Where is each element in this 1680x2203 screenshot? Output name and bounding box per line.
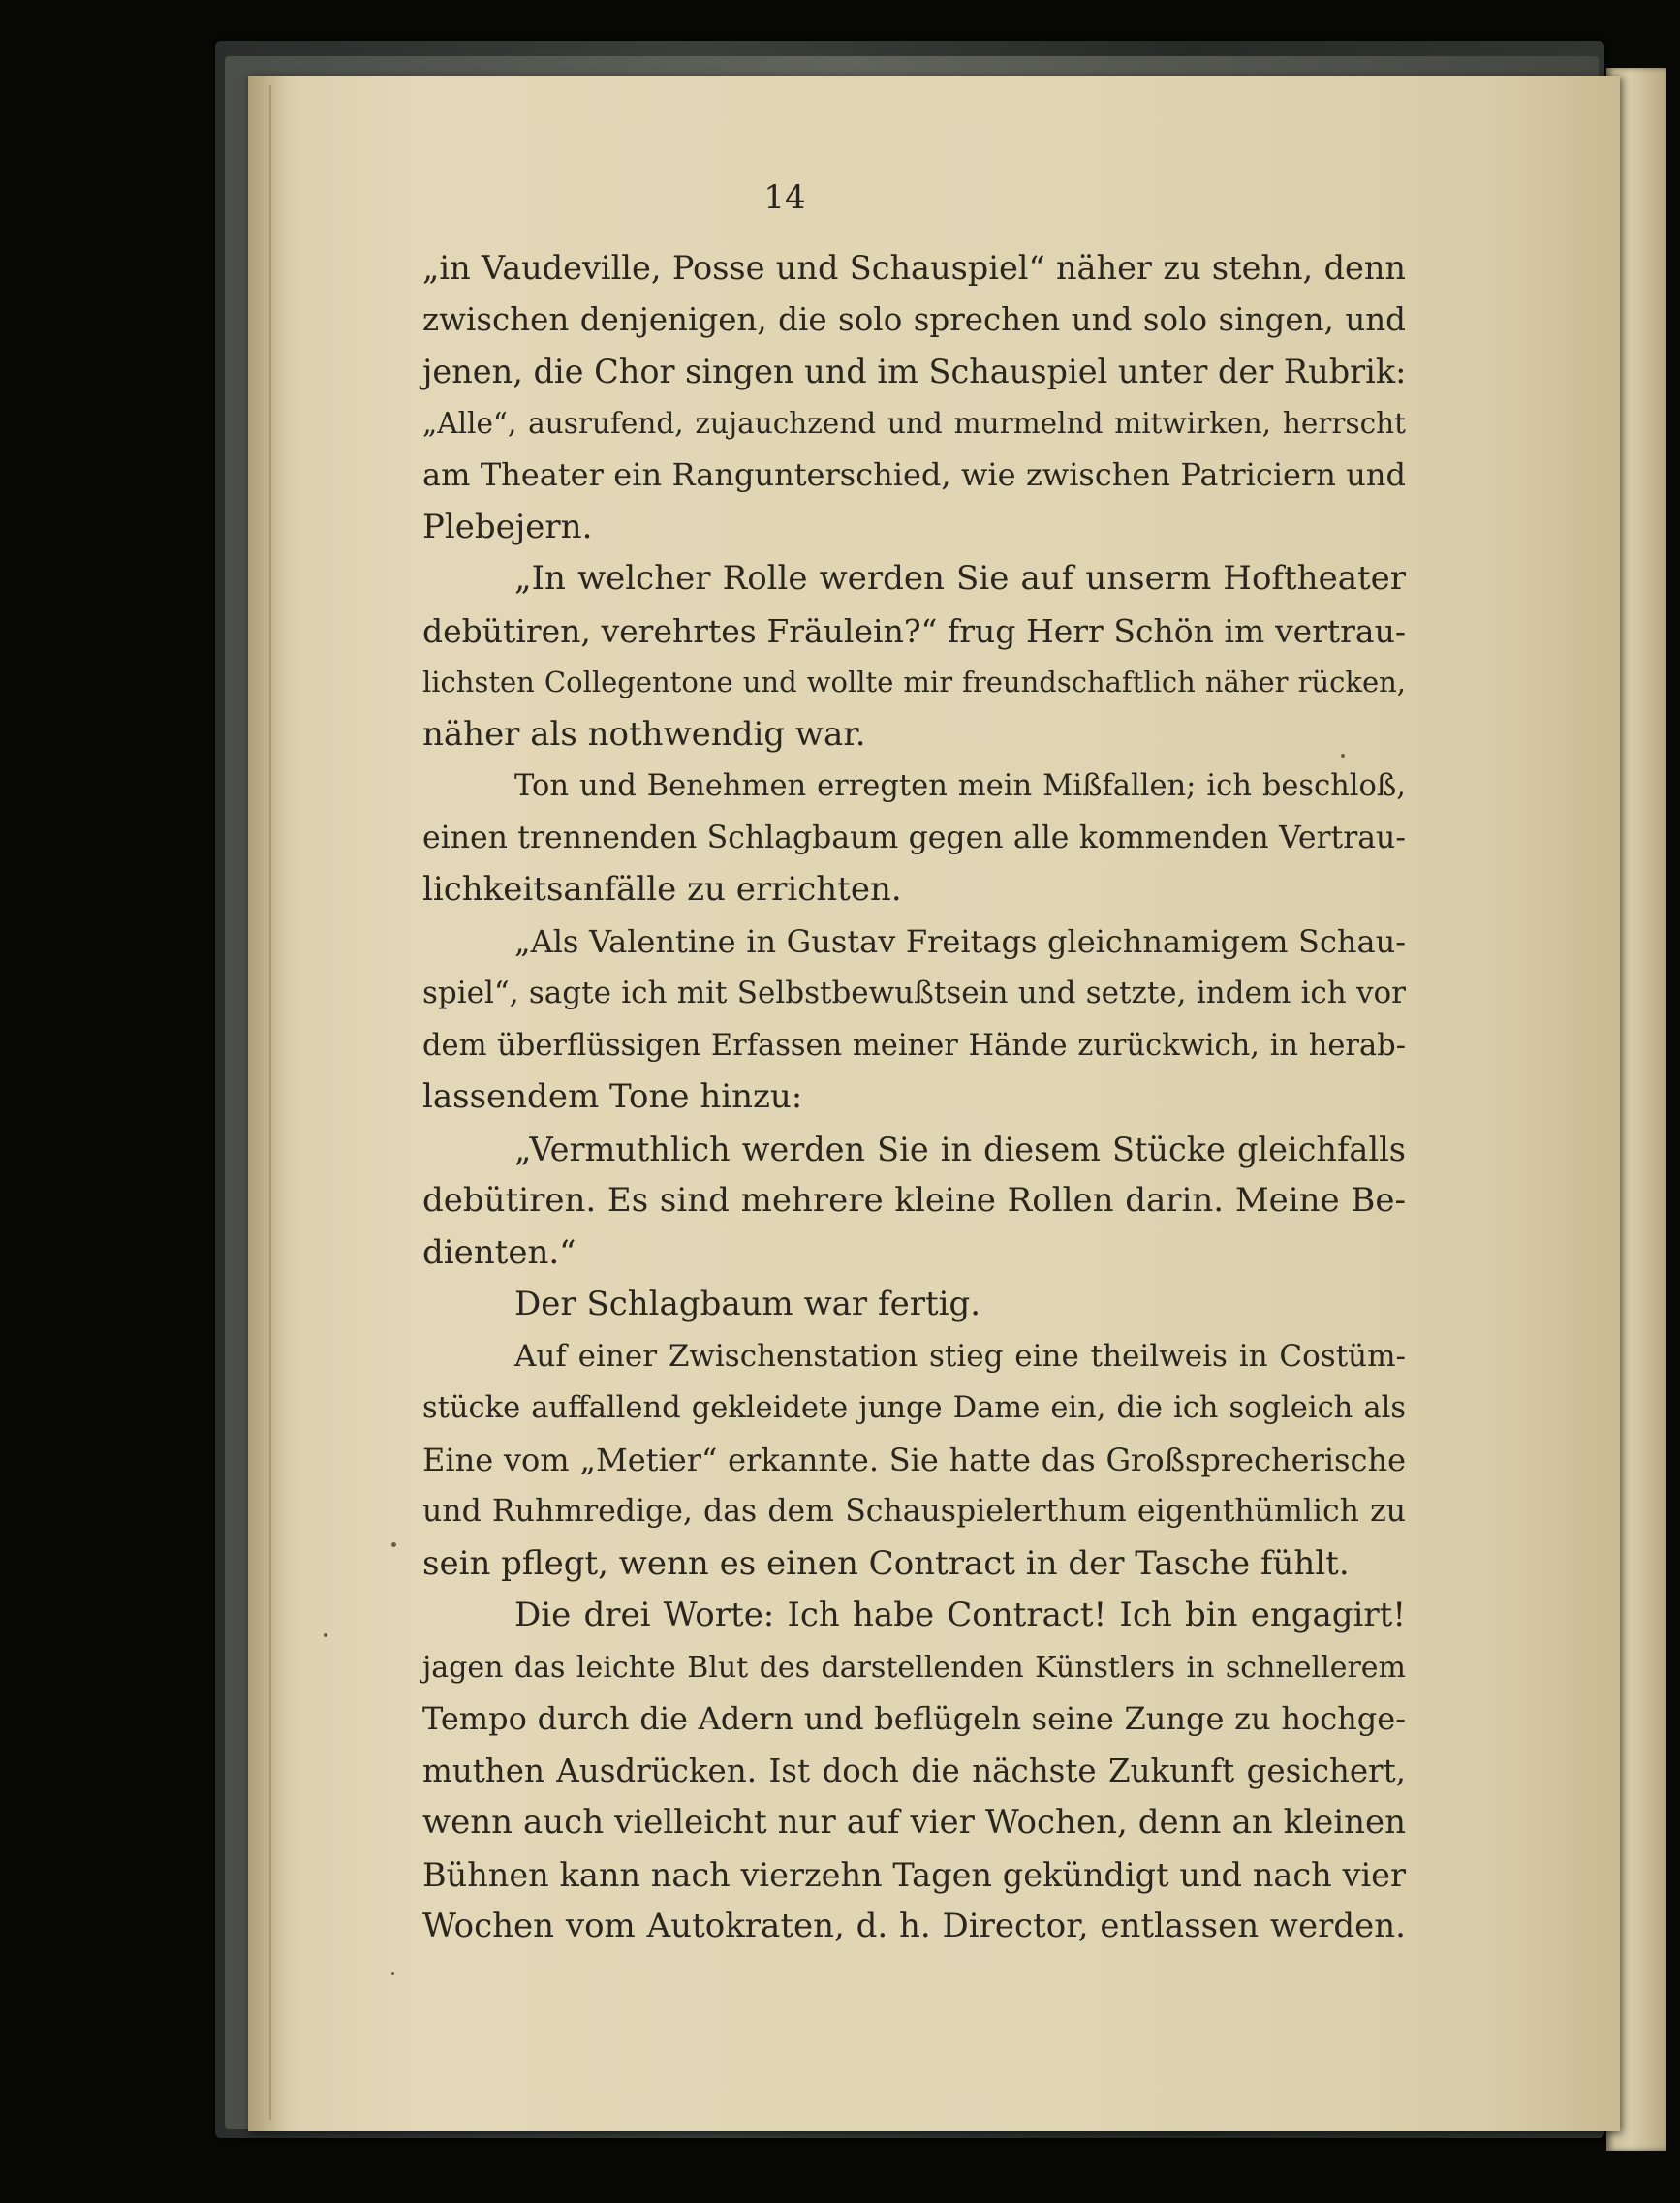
text-line: „in Vaudeville, Posse und Schauspiel“ näher zu stehn, denn (422, 249, 1406, 287)
text-line: debütiren, verehrtes Fräulein?“ frug Herr Schön im vertrau- (422, 611, 1406, 650)
text-line: stücke auffallend gekleidete junge Dame ein, die ich sogleich als (422, 1391, 1406, 1425)
paper-speck (324, 1633, 327, 1637)
text-line: „In welcher Rolle werden Sie auf unserm Hoftheater (514, 559, 1406, 598)
text-line: jenen, die Chor singen und im Schauspiel unter der Rubrik: (422, 353, 1407, 390)
text-line: Plebejern. (422, 507, 593, 546)
text-line: dem überflüssigen Erfassen meiner Hände zurückwich, in herab- (422, 1028, 1406, 1063)
page-fold-line (269, 85, 271, 2120)
text-line: einen trennenden Schlagbaum gegen alle kommenden Vertrau- (422, 820, 1406, 855)
text-line: Tempo durch die Adern und beflügeln seine Zunge zu hochge- (422, 1700, 1406, 1737)
paper-speck (391, 1542, 396, 1547)
text-line: „Vermuthlich werden Sie in diesem Stücke gleichfalls (514, 1130, 1406, 1168)
paper-speck (391, 1972, 394, 1975)
text-line: Auf einer Zwischenstation stieg eine theilweis in Costüm- (514, 1338, 1406, 1374)
text-line: sein pflegt, wenn es einen Contract in der Tasche fühlt. (422, 1543, 1350, 1583)
text-line: näher als nothwendig war. (422, 714, 866, 754)
text-line: lichsten Collegentone und wollte mir freundschaftlich näher rücken, (422, 666, 1406, 698)
text-line: Eine vom „Metier“ erkannte. Sie hatte das Großsprecherische (422, 1441, 1406, 1478)
text-line: „Als Valentine in Gustav Freitags gleichnamigem Schau- (514, 922, 1406, 960)
text-line: dienten.“ (422, 1232, 576, 1272)
text-line: und Ruhmredige, das dem Schauspielerthum eigenthümlich zu (422, 1494, 1406, 1529)
text-line: muthen Ausdrücken. Ist doch die nächste Zukunft gesichert, (422, 1752, 1406, 1789)
text-line: Bühnen kann nach vierzehn Tagen gekündigt und nach vier (422, 1855, 1406, 1894)
text-line: Ton und Benehmen erregten mein Mißfallen; ich beschloß, (514, 769, 1406, 803)
text-line: Die drei Worte: Ich habe Contract! Ich bin engagirt! (514, 1596, 1406, 1634)
text-line: zwischen denjenigen, die solo sprechen und solo singen, und (422, 300, 1406, 338)
paper-speck (1341, 754, 1345, 758)
text-line: spiel“, sagte ich mit Selbstbewußtsein und setzte, indem ich vor (422, 976, 1406, 1010)
body-text (422, 242, 1406, 1953)
text-line: lassendem Tone hinzu: (422, 1077, 803, 1116)
text-line: Der Schlagbaum war fertig. (514, 1285, 981, 1323)
text-line: lichkeitsanfälle zu errichten. (422, 870, 902, 909)
text-line: debütiren. Es sind mehrere kleine Rollen darin. Meine Be- (422, 1181, 1406, 1220)
text-line: „Alle“, ausrufend, zujauchzend und murmelnd mitwirken, herrscht (422, 406, 1406, 440)
text-line: am Theater ein Rangunterschied, wie zwischen Patriciern und (422, 456, 1406, 493)
text-line: jagen das leichte Blut des darstellenden Künstlers in schnellerem (422, 1650, 1406, 1685)
page-gutter-shadow (248, 76, 287, 2131)
text-line: Wochen vom Autokraten, d. h. Director, entlassen werden. (422, 1907, 1406, 1945)
text-line: wenn auch vielleicht nur auf vier Wochen, denn an kleinen (422, 1803, 1406, 1842)
book-page (248, 76, 1620, 2131)
page-number: 14 (763, 178, 806, 217)
